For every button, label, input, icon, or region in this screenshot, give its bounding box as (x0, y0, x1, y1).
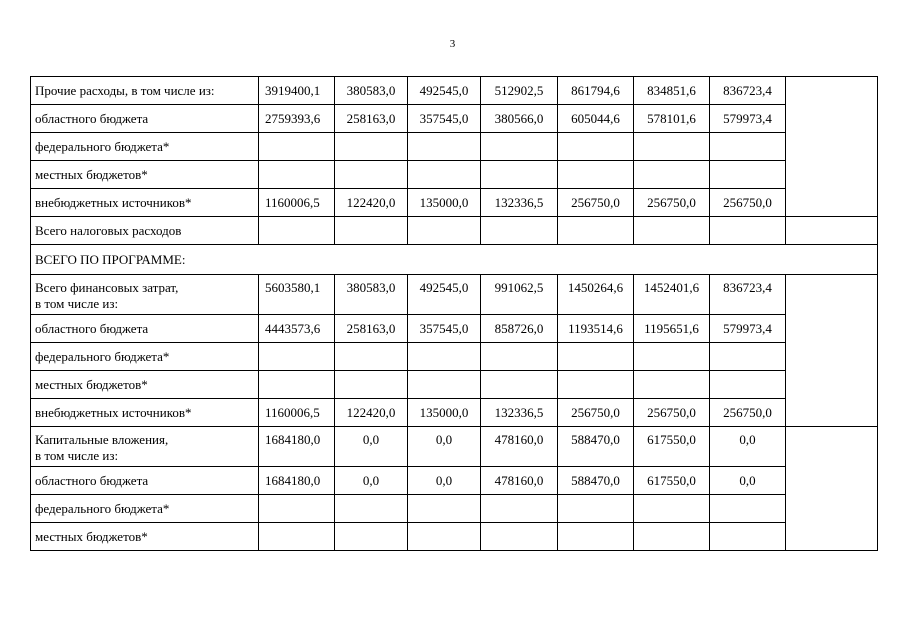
value-cell (558, 523, 634, 551)
notes-cell (786, 77, 878, 217)
value-cell: 1160006,5 (259, 399, 335, 427)
table-row (31, 105, 878, 133)
value-cell: 0,0 (408, 427, 481, 467)
value-cell: 258163,0 (335, 315, 408, 343)
row-label: местных бюджетов* (31, 371, 259, 399)
value-cell (335, 133, 408, 161)
notes-cell (786, 427, 878, 551)
value-cell: 991062,5 (481, 275, 558, 315)
row-label: Прочие расходы, в том числе из: (31, 77, 259, 105)
value-cell: 578101,6 (634, 105, 710, 133)
table-row (31, 523, 878, 551)
value-cell: 1684180,0 (259, 467, 335, 495)
row-label: Капитальные вложения, в том числе из: (31, 427, 259, 467)
value-cell: 256750,0 (710, 399, 786, 427)
row-label: местных бюджетов* (31, 161, 259, 189)
value-cell: 132336,5 (481, 189, 558, 217)
value-cell (710, 217, 786, 245)
value-cell: 380583,0 (335, 275, 408, 315)
value-cell (335, 161, 408, 189)
value-cell (634, 343, 710, 371)
value-cell: 380583,0 (335, 77, 408, 105)
table-row (31, 427, 878, 467)
value-cell: 1195651,6 (634, 315, 710, 343)
value-cell: 380566,0 (481, 105, 558, 133)
value-cell: 256750,0 (558, 189, 634, 217)
value-cell (710, 343, 786, 371)
value-cell (558, 343, 634, 371)
value-cell (558, 371, 634, 399)
table-row (31, 495, 878, 523)
value-cell (481, 523, 558, 551)
row-label: областного бюджета (31, 315, 259, 343)
value-cell (634, 133, 710, 161)
value-cell (710, 495, 786, 523)
value-cell (408, 371, 481, 399)
row-label: местных бюджетов* (31, 523, 259, 551)
row-label: федерального бюджета* (31, 133, 259, 161)
value-cell (408, 217, 481, 245)
value-cell: 1160006,5 (259, 189, 335, 217)
value-cell: 1452401,6 (634, 275, 710, 315)
value-cell (710, 161, 786, 189)
value-cell (259, 161, 335, 189)
value-cell (408, 133, 481, 161)
value-cell (335, 217, 408, 245)
table-row (31, 467, 878, 495)
value-cell (558, 495, 634, 523)
table-row (31, 275, 878, 315)
budget-table (30, 76, 878, 551)
value-cell (408, 523, 481, 551)
row-label: внебюджетных источников* (31, 189, 259, 217)
table-row (31, 245, 878, 275)
value-cell: 1450264,6 (558, 275, 634, 315)
row-label: федерального бюджета* (31, 343, 259, 371)
section-heading: ВСЕГО ПО ПРОГРАММЕ: (31, 245, 878, 275)
value-cell (634, 161, 710, 189)
value-cell (259, 523, 335, 551)
value-cell (558, 217, 634, 245)
value-cell: 478160,0 (481, 467, 558, 495)
table-row (31, 161, 878, 189)
value-cell: 132336,5 (481, 399, 558, 427)
value-cell (481, 343, 558, 371)
page-number: 3 (449, 38, 456, 50)
value-cell: 135000,0 (408, 399, 481, 427)
value-cell (259, 217, 335, 245)
table-row (31, 133, 878, 161)
value-cell: 357545,0 (408, 105, 481, 133)
value-cell: 1684180,0 (259, 427, 335, 467)
table-row (31, 77, 878, 105)
value-cell (634, 495, 710, 523)
value-cell: 122420,0 (335, 189, 408, 217)
value-cell: 0,0 (335, 467, 408, 495)
value-cell (481, 133, 558, 161)
value-cell: 617550,0 (634, 427, 710, 467)
value-cell: 1193514,6 (558, 315, 634, 343)
value-cell: 579973,4 (710, 105, 786, 133)
value-cell: 5603580,1 (259, 275, 335, 315)
value-cell (259, 343, 335, 371)
value-cell (408, 161, 481, 189)
value-cell (259, 371, 335, 399)
value-cell: 492545,0 (408, 275, 481, 315)
value-cell (558, 133, 634, 161)
value-cell: 836723,4 (710, 77, 786, 105)
value-cell: 258163,0 (335, 105, 408, 133)
table-row (31, 343, 878, 371)
value-cell: 834851,6 (634, 77, 710, 105)
value-cell (481, 217, 558, 245)
value-cell: 588470,0 (558, 467, 634, 495)
value-cell: 0,0 (408, 467, 481, 495)
row-label: областного бюджета (31, 467, 259, 495)
value-cell: 861794,6 (558, 77, 634, 105)
value-cell (335, 371, 408, 399)
table-row (31, 399, 878, 427)
value-cell (710, 523, 786, 551)
value-cell (634, 523, 710, 551)
value-cell: 122420,0 (335, 399, 408, 427)
value-cell: 605044,6 (558, 105, 634, 133)
value-cell: 256750,0 (634, 189, 710, 217)
table-row (31, 217, 878, 245)
row-label: Всего налоговых расходов (31, 217, 259, 245)
value-cell (259, 133, 335, 161)
value-cell (335, 343, 408, 371)
value-cell: 0,0 (335, 427, 408, 467)
value-cell (481, 495, 558, 523)
row-label: областного бюджета (31, 105, 259, 133)
value-cell: 256750,0 (634, 399, 710, 427)
value-cell (710, 133, 786, 161)
value-cell (481, 371, 558, 399)
table-row (31, 189, 878, 217)
value-cell: 2759393,6 (259, 105, 335, 133)
value-cell (710, 371, 786, 399)
value-cell (408, 495, 481, 523)
notes-cell (786, 217, 878, 245)
value-cell: 478160,0 (481, 427, 558, 467)
notes-cell (786, 275, 878, 427)
value-cell: 3919400,1 (259, 77, 335, 105)
value-cell: 512902,5 (481, 77, 558, 105)
value-cell: 579973,4 (710, 315, 786, 343)
value-cell (634, 371, 710, 399)
value-cell: 858726,0 (481, 315, 558, 343)
value-cell: 0,0 (710, 427, 786, 467)
value-cell: 135000,0 (408, 189, 481, 217)
value-cell (481, 161, 558, 189)
row-label: внебюджетных источников* (31, 399, 259, 427)
value-cell (335, 523, 408, 551)
value-cell: 492545,0 (408, 77, 481, 105)
value-cell: 256750,0 (558, 399, 634, 427)
value-cell: 617550,0 (634, 467, 710, 495)
value-cell: 4443573,6 (259, 315, 335, 343)
value-cell: 357545,0 (408, 315, 481, 343)
value-cell (634, 217, 710, 245)
value-cell: 836723,4 (710, 275, 786, 315)
table-row (31, 371, 878, 399)
value-cell (259, 495, 335, 523)
value-cell (558, 161, 634, 189)
row-label: федерального бюджета* (31, 495, 259, 523)
value-cell (335, 495, 408, 523)
value-cell (408, 343, 481, 371)
value-cell: 588470,0 (558, 427, 634, 467)
value-cell: 256750,0 (710, 189, 786, 217)
table-row (31, 315, 878, 343)
row-label: Всего финансовых затрат, в том числе из: (31, 275, 259, 315)
value-cell: 0,0 (710, 467, 786, 495)
